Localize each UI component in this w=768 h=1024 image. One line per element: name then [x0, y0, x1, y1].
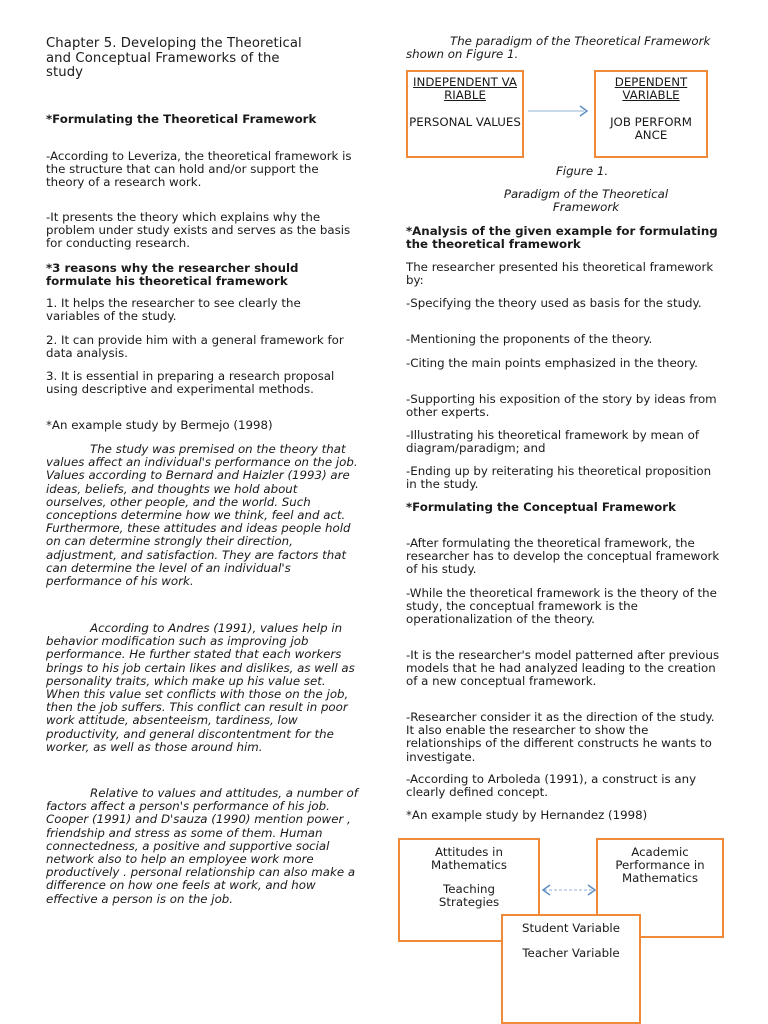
- analysis-intro: The researcher presented his theoretical framework by:: [406, 260, 714, 288]
- paragraph-presents-theory: -It presents the theory which explains why the problem under study exists and serves as the basis for conducting research.: [46, 210, 351, 251]
- dependent-variable-title: DEPENDENT VARIABLE: [614, 75, 688, 102]
- quote-paragraph-3: Relative to values and attitudes, a number of factors affect a person's performance of his job. Cooper (1991) and D'sauza (1990) mention power , friendship and stress as some of them. Human connectedness, a positive and supportive social network also to help an employee work more productively . personal relationship can also make a difference on how one feels at work, and how effective a person is on the job.: [46, 786, 358, 906]
- box-teaching-text: Teaching Strategies: [438, 882, 500, 909]
- heading-analysis: *Analysis of the given example for formulating the theoretical framework: [406, 224, 718, 252]
- independent-variable-title: INDEPENDENT VARIABLE: [413, 75, 517, 102]
- analysis-item-5: -Illustrating his theoretical framework by mean of diagram/paradigm; and: [406, 428, 700, 456]
- heading-conceptual: *Formulating the Conceptual Framework: [406, 500, 676, 514]
- box-teacher-variable-text: Teacher Variable: [522, 946, 620, 960]
- analysis-item-2: -Mentioning the proponents of the theory.: [406, 332, 653, 346]
- reason-3: 3. It is essential in preparing a research proposal using descriptive and experimental methods.: [46, 369, 335, 397]
- independent-variable-box: [406, 70, 524, 158]
- example-hernandez: *An example study by Hernandez (1998): [406, 808, 648, 822]
- analysis-item-4: -Supporting his exposition of the story by ideas from other experts.: [406, 392, 717, 420]
- box-academic-text: Academic Performance in Mathematics: [615, 845, 705, 885]
- arrow-right-icon: [526, 101, 594, 121]
- analysis-item-3: -Citing the main points emphasized in the theory.: [406, 356, 698, 370]
- paragraph-leveriza: -According to Leveriza, the theoretical framework is the structure that can hold and/or support the theory of a research work.: [46, 149, 352, 190]
- double-arrow-icon: [540, 880, 598, 900]
- analysis-item-6: -Ending up by reiterating his theoretical proposition in the study.: [406, 464, 712, 492]
- heading-theoretical: *Formulating the Theoretical Framework: [46, 112, 317, 126]
- dependent-variable-value: JOB PERFORMANCE: [610, 115, 692, 142]
- reason-2: 2. It can provide him with a general framework for data analysis.: [46, 333, 344, 361]
- figure-1-caption: Paradigm of the Theoretical Framework: [503, 187, 669, 215]
- conceptual-paragraph-5: -According to Arboleda (1991), a construct is any clearly defined concept.: [406, 772, 697, 800]
- chapter-title: Chapter 5. Developing the Theoretical and Conceptual Frameworks of the study: [46, 36, 302, 81]
- box-attitudes-text: Attitudes in Mathematics: [430, 845, 508, 872]
- paradigm-intro: The paradigm of the Theoretical Framework shown on Figure 1.: [406, 34, 711, 62]
- student-teacher-variable-box: [501, 914, 641, 1024]
- conceptual-paragraph-4: -Researcher consider it as the direction of the study. It also enable the researcher to show the relationships of the different constructs he wants to investigate.: [406, 710, 715, 764]
- reason-1: 1. It helps the researcher to see clearly the variables of the study.: [46, 296, 301, 324]
- conceptual-paragraph-3: -It is the researcher's model patterned after previous models that he had analyzed leading to the creation of a new conceptual framework.: [406, 648, 720, 689]
- dependent-variable-box: [594, 70, 708, 158]
- conceptual-paragraph-2: -While the theoretical framework is the theory of the study, the conceptual framework is the operationalization of the theory.: [406, 586, 717, 627]
- heading-reasons: *3 reasons why the researcher should formulate his theoretical framework: [46, 261, 299, 289]
- conceptual-paragraph-1: -After formulating the theoretical framework, the researcher has to develop the conceptual framework of his study.: [406, 536, 720, 577]
- quote-paragraph-1: The study was premised on the theory that values affect an individual's performance on the job. Values according to Bernard and Haizler (1993) are ideas, beliefs, and thoughts we hold about ourselves, other people, and the world. Such conceptions determine how we think, feel and act. Furthermore, these attitudes and ideas people hold on can determine strongly their direction, adjustment, and satisfaction. They are factors that can determine the level of an individual's performance of his work.: [46, 442, 358, 589]
- example-bermejo: *An example study by Bermejo (1998): [46, 418, 273, 432]
- box-student-variable-text: Student Variable: [522, 921, 620, 935]
- quote-paragraph-2: According to Andres (1991), values help in behavior modification such as improving job performance. He further stated that each workers brings to his job certain likes and dislikes, as well as personality traits, which make up his value set. When this value set conflicts with those on the job, then the job suffers. This conflict can result in poor work attitude, absenteeism, tardiness, low productivity, and general discontentment for the worker, as well as those around him.: [46, 621, 355, 754]
- figure-1-label: Figure 1.: [556, 164, 609, 178]
- analysis-item-1: -Specifying the theory used as basis for the study.: [406, 296, 702, 310]
- independent-variable-value: PERSONAL VALUES: [409, 115, 521, 129]
